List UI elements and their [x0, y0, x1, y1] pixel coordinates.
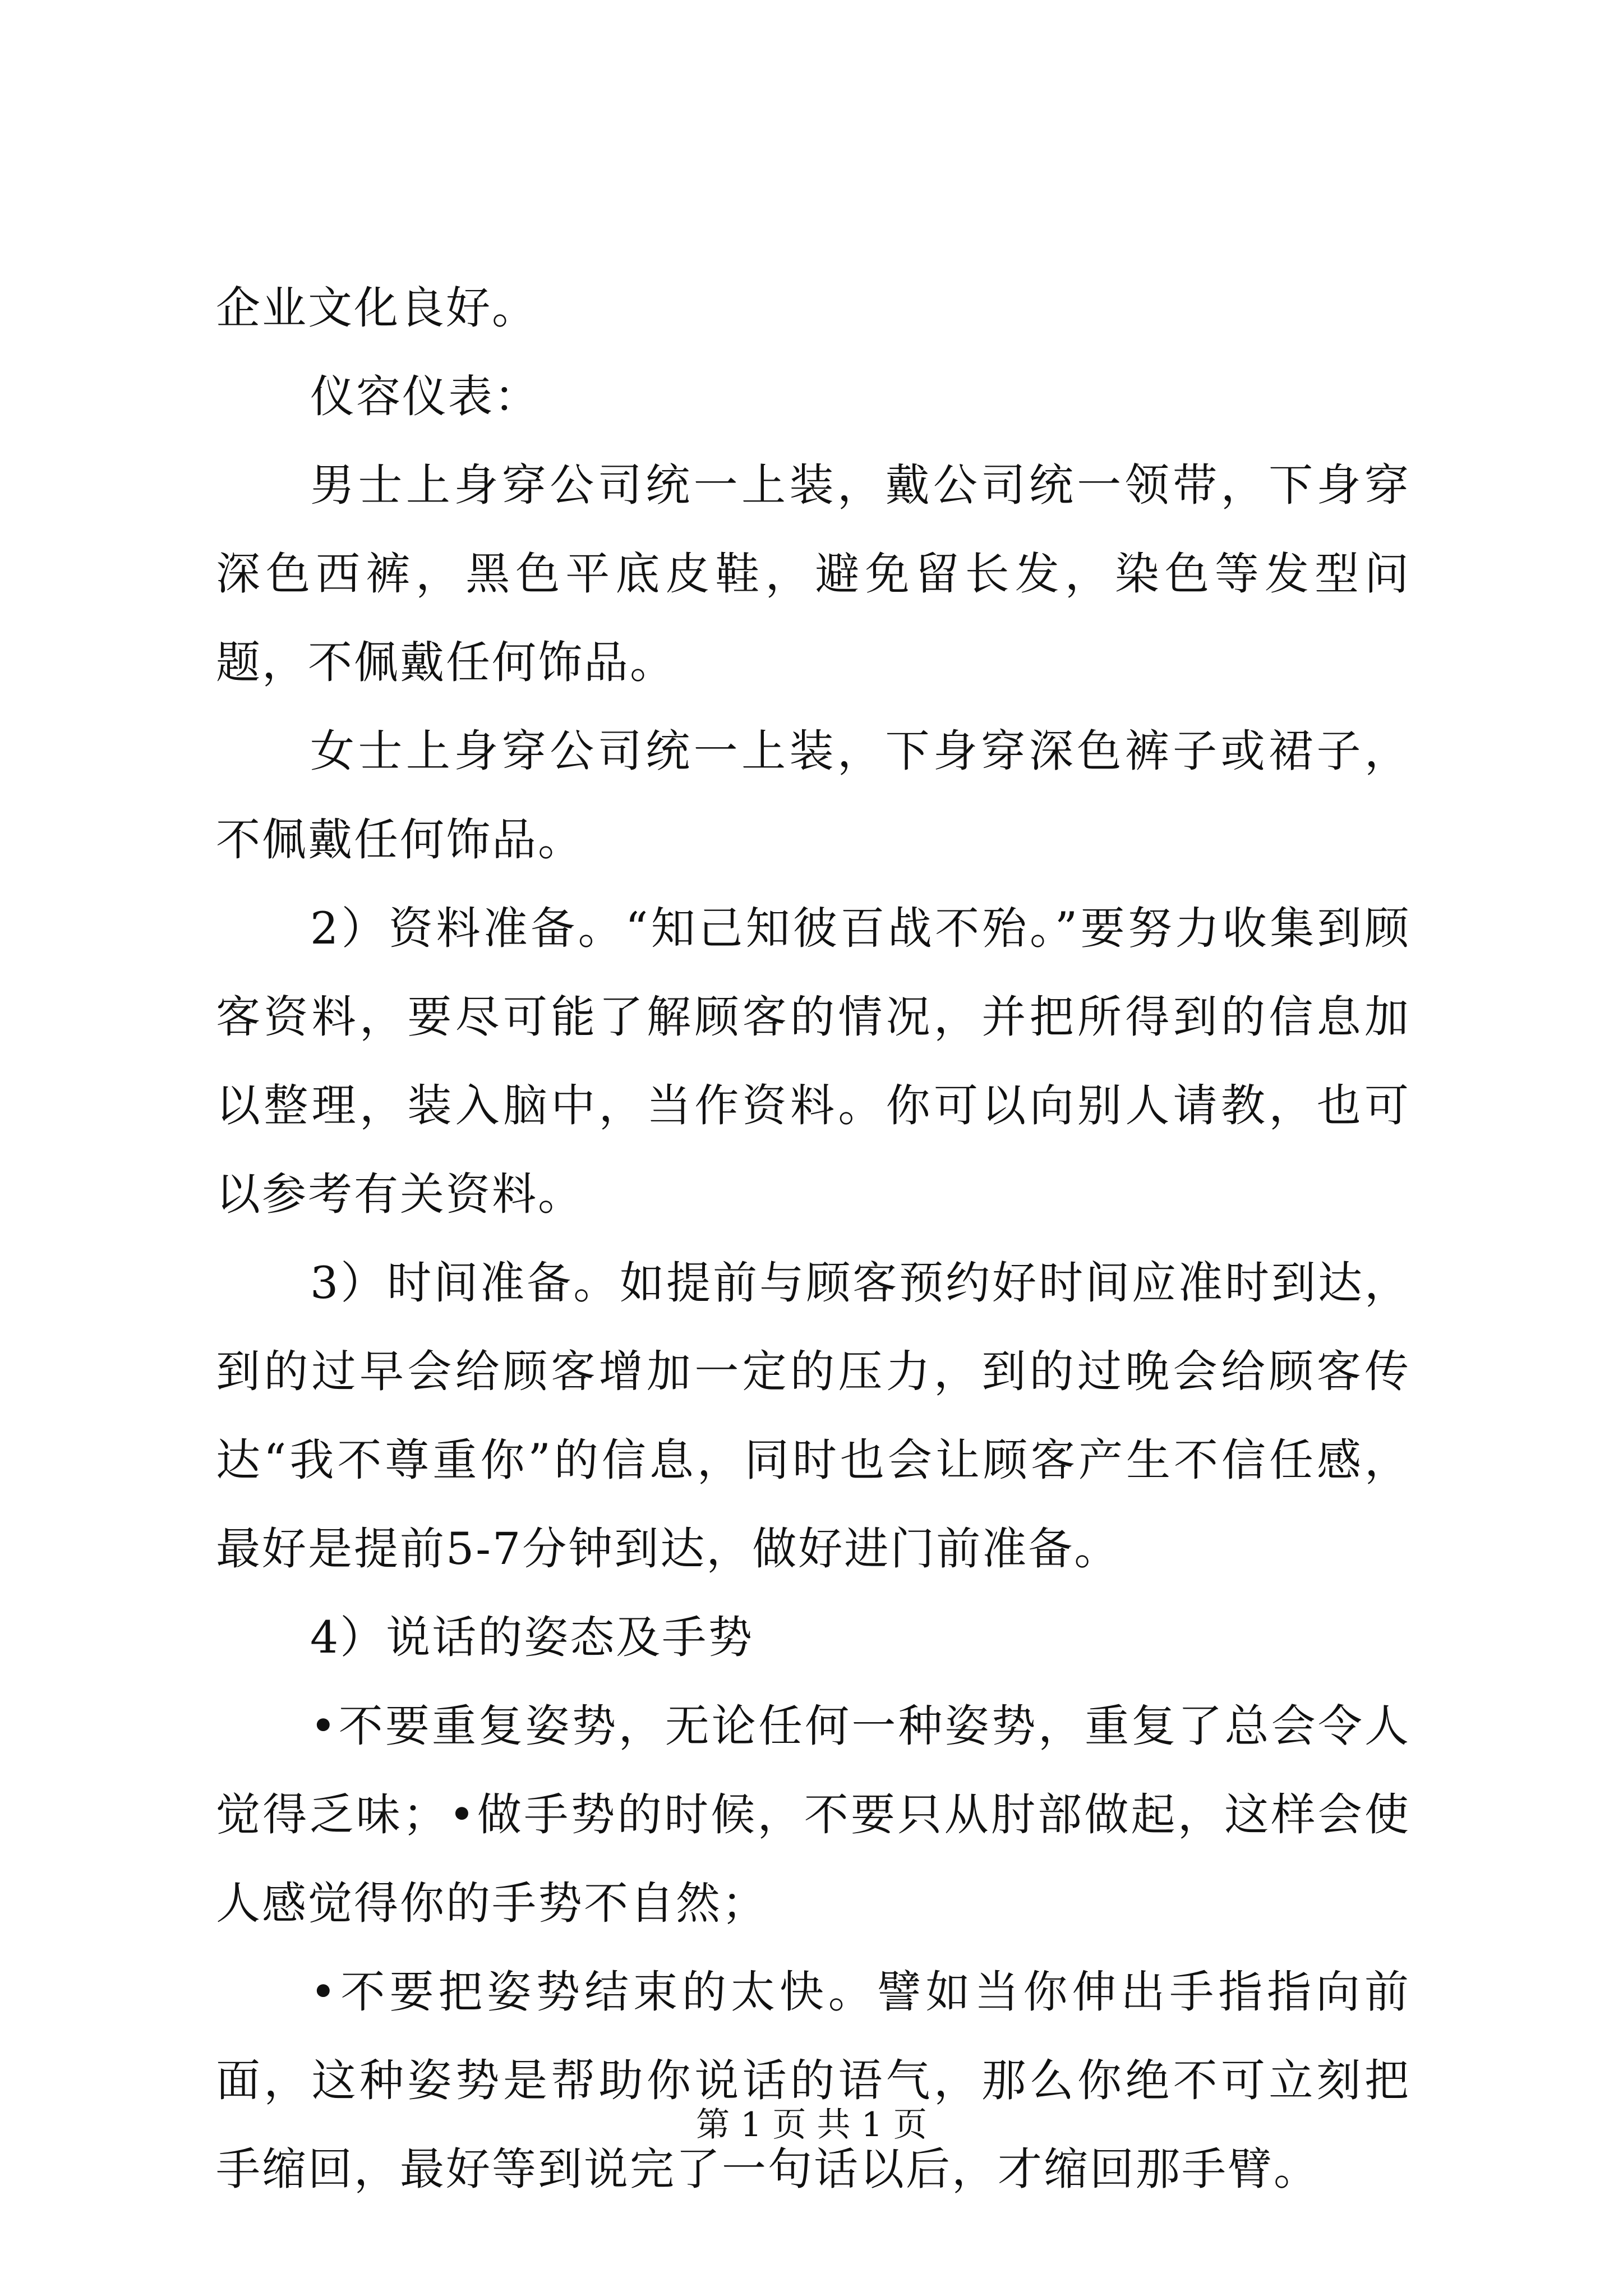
- paragraph-bullet-end-gesture: •不要把姿势结束的太快。譬如当你伸出手指指向前面，这种姿势是帮助你说话的语气，那么你绝不可立刻把手缩回，最好等到说完了一句话以后，才缩回那手臂。: [216, 1966, 1410, 2195]
- paragraph-posture-heading: 4）说话的姿态及手势: [310, 1612, 754, 1663]
- paragraph-time-preparation: 3）时间准备。如提前与顾客预约好时间应准时到达，到的过早会给顾客增加一定的压力，到的过晚会给顾客传达“我不尊重你”的信息，同时也会让顾客产生不信任感，最好是提前5-7分钟到达，做好进门前准备。: [216, 1257, 1410, 1575]
- document-body: [216, 264, 1410, 2214]
- paragraph-women-dress: 女士上身穿公司统一上装，下身穿深色裤子或裙子，不佩戴任何饰品。: [216, 725, 1410, 866]
- paragraph-continuation: 企业文化良好。: [216, 282, 538, 334]
- paragraph-heading-appearance: 仪容仪表：: [310, 371, 540, 422]
- paragraph-material-preparation: 2）资料准备。“知己知彼百战不殆。”要努力收集到顾客资料，要尽可能了解顾客的情况，并把所得到的信息加以整理，装入脑中，当作资料。你可以向别人请教，也可以参考有关资料。: [216, 903, 1410, 1220]
- page-footer: 第 1 页 共 1 页: [696, 2105, 927, 2145]
- paragraph-men-dress: 男士上身穿公司统一上装，戴公司统一领带，下身穿深色西裤，黑色平底皮鞋，避免留长发，染色等发型问题，不佩戴任何饰品。: [216, 459, 1410, 688]
- paragraph-bullet-repeat: •不要重复姿势，无论任何一种姿势，重复了总会令人觉得乏味；•做手势的时候，不要只从肘部做起，这样会使人感觉得你的手势不自然；: [216, 1700, 1410, 1929]
